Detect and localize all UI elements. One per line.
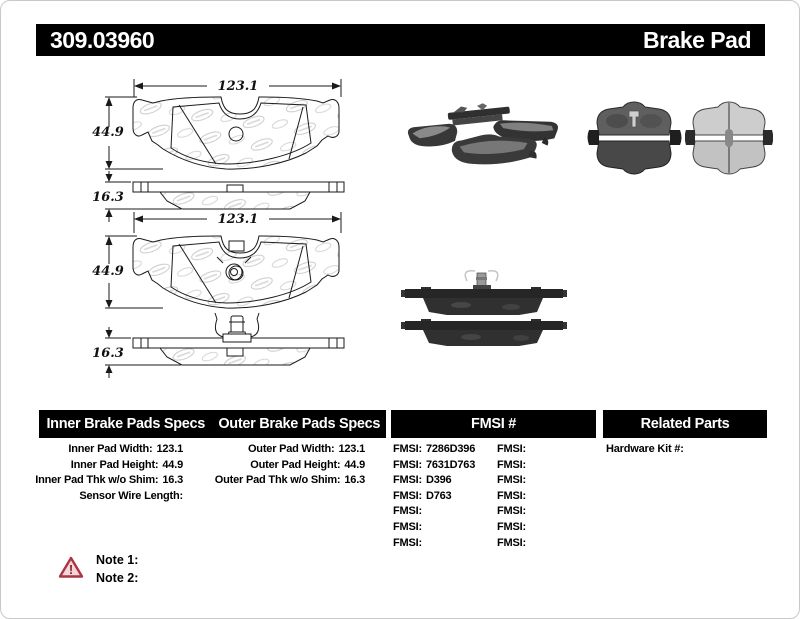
- outer-specs-title: Outer Brake Pads Specs: [218, 416, 381, 432]
- related-parts-column: [606, 442, 766, 458]
- photo-pad-pair-light: [685, 99, 773, 177]
- photo-pad-set: [399, 91, 567, 175]
- related-parts-header-bar: [603, 410, 767, 438]
- part-number: 309.03960: [50, 26, 155, 53]
- fmsi-column-1: [393, 442, 493, 551]
- spec-row: Outer Pad Height: 44.9: [250, 458, 365, 471]
- spec-row: Inner Pad Width: 123.1: [68, 443, 183, 455]
- drawing-pad-1: [105, 79, 344, 222]
- edge-pad-bottom: [401, 319, 567, 346]
- fmsi-row: FMSI:: [497, 443, 526, 455]
- drawing-pad-2: [105, 212, 344, 378]
- ear-right: [763, 130, 773, 145]
- fmsi-row: FMSI:: [497, 505, 526, 518]
- edge-pad-top: [401, 285, 567, 315]
- fmsi-row: FMSI: D763: [393, 489, 452, 502]
- photo-pad-edge-pair: [401, 267, 569, 347]
- photo-pad-pair-dark: [587, 99, 682, 177]
- spec-row: Inner Pad Height: 44.9: [70, 458, 183, 471]
- dim-height-label-2: 44.9: [92, 264, 124, 279]
- warning-icon: [58, 556, 84, 579]
- page-title: Brake Pad: [642, 26, 751, 53]
- fmsi-title: FMSI #: [471, 416, 516, 432]
- dim-width-label-1: 123.1: [217, 79, 259, 94]
- dim-width-label-2: 123.1: [217, 212, 259, 227]
- dim-thickness-label-1: 16.3: [92, 190, 124, 205]
- fmsi-row: FMSI:: [497, 489, 526, 502]
- pad-front-view-1: [133, 97, 339, 169]
- ear-right: [670, 130, 682, 145]
- fmsi-row: FMSI:: [393, 536, 422, 549]
- spec-row: Outer Pad Width: 123.1: [247, 443, 365, 455]
- dim-thickness-label-2: 16.3: [92, 346, 124, 361]
- fmsi-row: FMSI:: [497, 458, 526, 471]
- fmsi-column-2: [497, 442, 597, 551]
- fmsi-row: FMSI:: [497, 536, 526, 549]
- specs-header-bar: [39, 410, 386, 438]
- note-2-label: Note 2:: [96, 571, 139, 585]
- spec-row: Inner Pad Thk w/o Shim: 16.3: [35, 474, 183, 487]
- abutment-tab-1: [227, 185, 243, 192]
- fmsi-header-bar: [391, 410, 596, 438]
- pad-photo-left: [407, 118, 460, 151]
- related-row: Hardware Kit #:: [606, 443, 684, 455]
- fmsi-row: FMSI:: [393, 520, 422, 533]
- note-1-label: Note 1:: [96, 553, 139, 567]
- fmsi-row: FMSI:: [393, 505, 422, 518]
- fmsi-row: FMSI:: [497, 474, 526, 487]
- fmsi-row: FMSI: 7286D396: [393, 443, 476, 455]
- inner-specs-title: Inner Brake Pads Specs: [46, 416, 206, 432]
- inner-specs-column: [23, 442, 183, 504]
- svg-text:!: !: [68, 562, 74, 577]
- fmsi-row: FMSI: D396: [393, 474, 452, 487]
- center-slot: [725, 129, 733, 147]
- related-parts-title: Related Parts: [640, 416, 730, 432]
- ear-left: [685, 130, 695, 145]
- spec-row: Outer Pad Thk w/o Shim: 16.3: [214, 474, 365, 487]
- spec-row: Sensor Wire Length:: [79, 489, 183, 502]
- fmsi-row: FMSI: 7631D763: [393, 458, 476, 471]
- fmsi-row: FMSI:: [497, 520, 526, 533]
- ear-left: [588, 130, 600, 145]
- dim-height-label-1: 44.9: [92, 125, 124, 140]
- outer-specs-column: [205, 442, 365, 489]
